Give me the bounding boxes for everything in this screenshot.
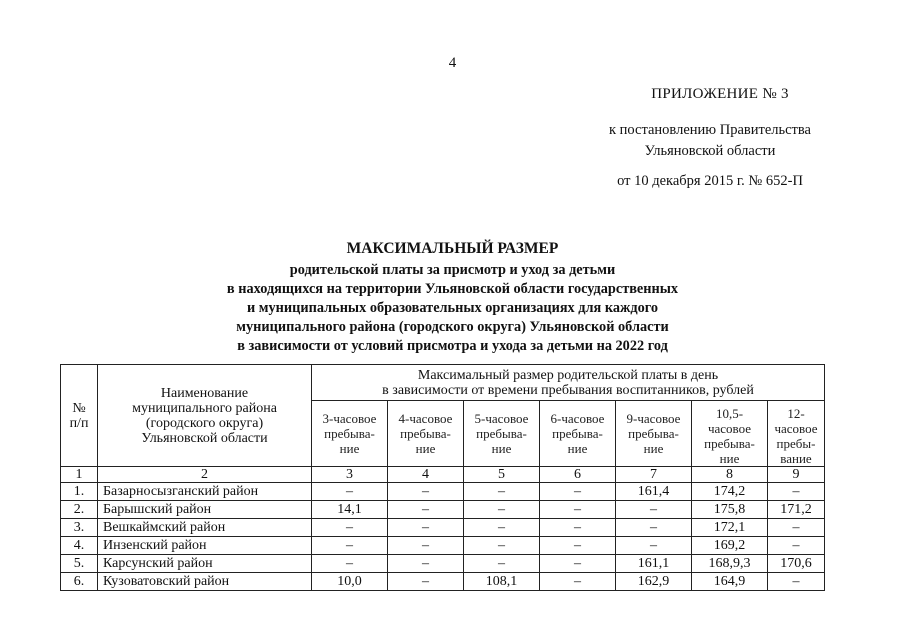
district-name: Кузоватовский район xyxy=(98,573,312,591)
table-row xyxy=(61,555,825,573)
fee-cell: – xyxy=(616,501,692,519)
header-district-name: Наименование муниципального района (городского округа) Ульяновской области xyxy=(98,365,312,467)
resolution-reference-line2: Ульяновской области xyxy=(644,143,776,159)
fee-cell: – xyxy=(388,537,464,555)
fee-cell: 161,1 xyxy=(616,555,692,573)
fee-cell: – xyxy=(616,537,692,555)
header-stay-3h: 3-часовое пребыва- ние xyxy=(312,401,388,467)
appendix-title: ПРИЛОЖЕНИЕ № 3 xyxy=(651,86,789,102)
subtitle-line: родительской платы за присмотр и уход за детьми xyxy=(289,262,616,278)
fee-cell: – xyxy=(540,501,616,519)
row-number: 3. xyxy=(61,519,98,537)
resolution-reference-line1: к постановлению Правительства xyxy=(609,122,811,138)
header-stay-12h: 12- часовое пребы- вание xyxy=(768,401,825,467)
fee-cell: – xyxy=(312,519,388,537)
fee-cell: – xyxy=(388,573,464,591)
column-number: 9 xyxy=(768,467,825,483)
header-stay-5h: 5-часовое пребыва- ние xyxy=(464,401,540,467)
subtitle-line: и муниципальных образовательных организациях для каждого xyxy=(246,300,659,316)
fee-cell: 172,1 xyxy=(692,519,768,537)
subtitle-line: в зависимости от условий присмотра и ухода за детьми на 2022 год xyxy=(237,338,668,354)
fee-cell: – xyxy=(616,519,692,537)
fee-cell: 171,2 xyxy=(768,501,825,519)
resolution-date-line: от 10 декабря 2015 г. № 652-П xyxy=(617,173,803,189)
fee-cell: – xyxy=(388,501,464,519)
fee-cell: – xyxy=(464,519,540,537)
fee-cell: – xyxy=(388,519,464,537)
district-name: Барышский район xyxy=(98,501,312,519)
column-number: 7 xyxy=(616,467,692,483)
fee-cell: – xyxy=(388,483,464,501)
fee-cell: – xyxy=(312,555,388,573)
fee-cell: 14,1 xyxy=(312,501,388,519)
table-row xyxy=(61,573,825,591)
row-number: 4. xyxy=(61,537,98,555)
district-name: Базарносызганский район xyxy=(98,483,312,501)
fee-cell: 161,4 xyxy=(616,483,692,501)
row-number: 5. xyxy=(61,555,98,573)
column-number: 6 xyxy=(540,467,616,483)
table-row xyxy=(61,483,825,501)
fee-cell: – xyxy=(540,573,616,591)
fee-cell: – xyxy=(540,555,616,573)
header-max-fee-group: Максимальный размер родительской платы в день в зависимости от времени пребывания воспитанников, рублей xyxy=(312,365,825,401)
district-name: Карсунский район xyxy=(98,555,312,573)
fee-cell: 168,9,3 xyxy=(692,555,768,573)
fee-cell: 108,1 xyxy=(464,573,540,591)
district-name: Инзенский район xyxy=(98,537,312,555)
header-stay-6h: 6-часовое пребыва- ние xyxy=(540,401,616,467)
fee-cell: 162,9 xyxy=(616,573,692,591)
row-number: 1. xyxy=(61,483,98,501)
header-stay-10-5h: 10,5- часовое пребыва- ние xyxy=(692,401,768,467)
fee-cell: 169,2 xyxy=(692,537,768,555)
column-number: 1 xyxy=(61,467,98,483)
fee-cell: – xyxy=(464,537,540,555)
fee-cell: – xyxy=(540,483,616,501)
row-number: 2. xyxy=(61,501,98,519)
document-title: МАКСИМАЛЬНЫЙ РАЗМЕР xyxy=(346,240,559,257)
fee-cell: – xyxy=(768,519,825,537)
page-number: 4 xyxy=(448,55,457,71)
fee-cell: – xyxy=(312,483,388,501)
fee-cell: – xyxy=(312,537,388,555)
column-number: 5 xyxy=(464,467,540,483)
header-stay-9h: 9-часовое пребыва- ние xyxy=(616,401,692,467)
table-row xyxy=(61,501,825,519)
fee-cell: 175,8 xyxy=(692,501,768,519)
fee-cell: – xyxy=(768,537,825,555)
fee-cell: – xyxy=(464,501,540,519)
fee-cell: 170,6 xyxy=(768,555,825,573)
fee-cell: – xyxy=(540,537,616,555)
fee-cell: – xyxy=(540,519,616,537)
column-number: 4 xyxy=(388,467,464,483)
fee-cell: – xyxy=(464,483,540,501)
fee-cell: 174,2 xyxy=(692,483,768,501)
fee-cell: – xyxy=(388,555,464,573)
fee-cell: – xyxy=(464,555,540,573)
column-number: 8 xyxy=(692,467,768,483)
table-row xyxy=(61,519,825,537)
fee-cell: – xyxy=(768,573,825,591)
subtitle-line: муниципального района (городского округа) Ульяновской области xyxy=(236,319,669,335)
header-row-number: № п/п xyxy=(61,365,98,467)
fee-cell: – xyxy=(768,483,825,501)
column-number: 3 xyxy=(312,467,388,483)
row-number: 6. xyxy=(61,573,98,591)
fee-cell: 10,0 xyxy=(312,573,388,591)
fees-table xyxy=(60,364,825,591)
subtitle-line: в находящихся на территории Ульяновской области государственных xyxy=(226,281,679,297)
district-name: Вешкаймский район xyxy=(98,519,312,537)
header-stay-4h: 4-часовое пребыва- ние xyxy=(388,401,464,467)
fee-cell: 164,9 xyxy=(692,573,768,591)
column-number-row xyxy=(61,467,825,483)
column-number: 2 xyxy=(98,467,312,483)
table-row xyxy=(61,537,825,555)
